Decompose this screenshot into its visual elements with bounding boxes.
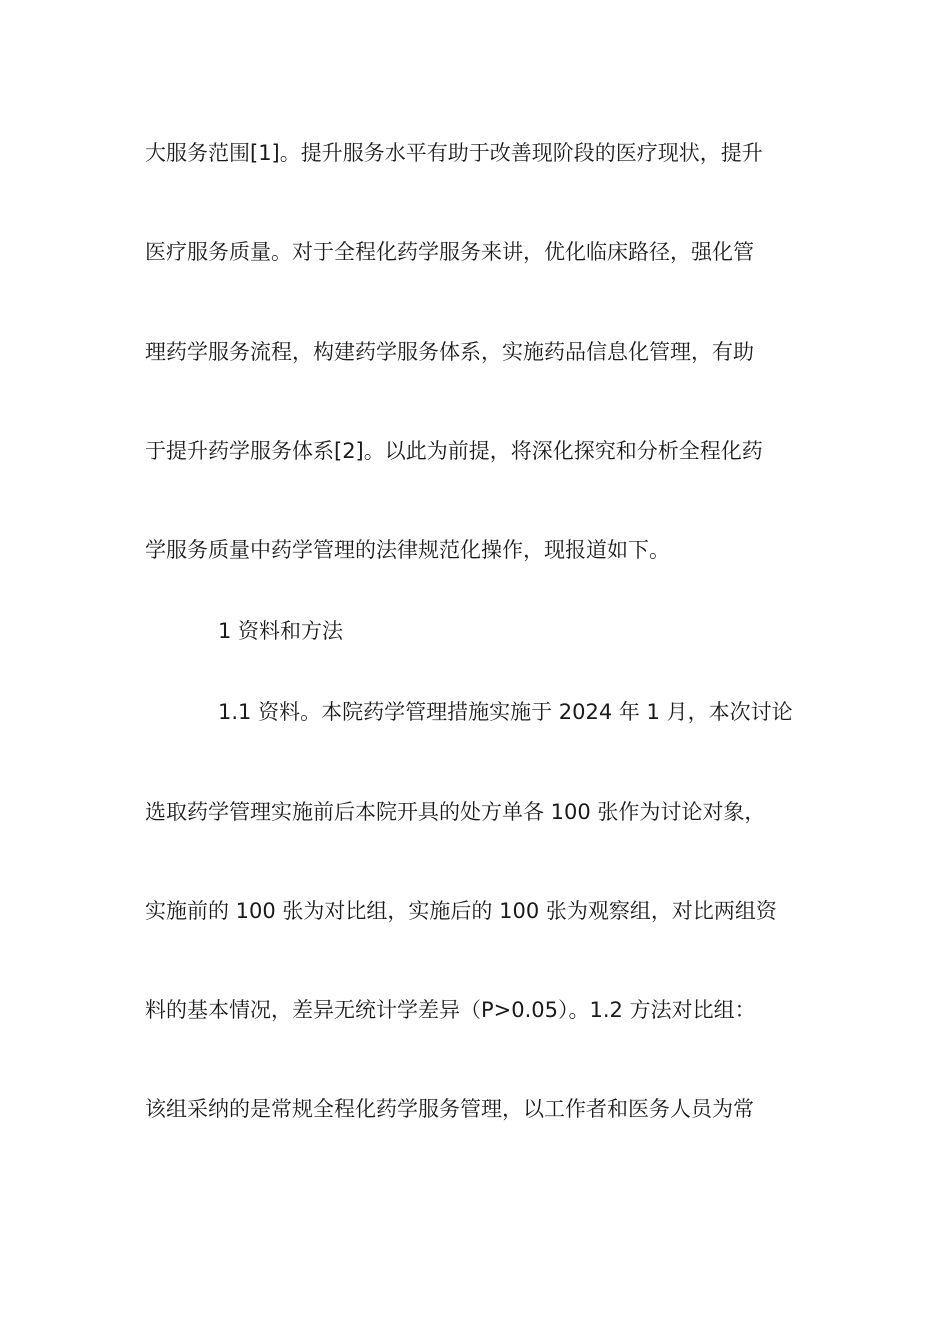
paragraph-line-1: 大服务范围[1]。提升服务水平有助于改善现阶段的医疗现状，提升	[145, 141, 763, 165]
paragraph-line-5: 学服务质量中药学管理的法律规范化操作，现报道如下。	[145, 538, 670, 562]
paragraph-line-3: 理药学服务流程，构建药学服务体系，实施药品信息化管理，有助	[145, 340, 754, 364]
paragraph-line-6: 选取药学管理实施前后本院开具的处方单各 100 张作为讨论对象，	[145, 800, 766, 824]
paragraph-line-2: 医疗服务质量。对于全程化药学服务来讲，优化临床路径，强化管	[145, 240, 754, 264]
paragraph-line-8: 料的基本情况，差异无统计学差异（P>0.05）。1.2 方法对比组：	[145, 998, 756, 1022]
paragraph-line-7: 实施前的 100 张为对比组，实施后的 100 张为观察组，对比两组资	[145, 899, 777, 923]
paragraph-line-4: 于提升药学服务体系[2]。以此为前提，将深化探究和分析全程化药	[145, 439, 763, 463]
subsection-line-1: 1.1 资料。本院药学管理措施实施于 2024 年 1 月，本次讨论	[218, 700, 793, 724]
section-heading: 1 资料和方法	[218, 619, 344, 643]
paragraph-line-9: 该组采纳的是常规全程化药学服务管理，以工作者和医务人员为常	[145, 1097, 754, 1121]
